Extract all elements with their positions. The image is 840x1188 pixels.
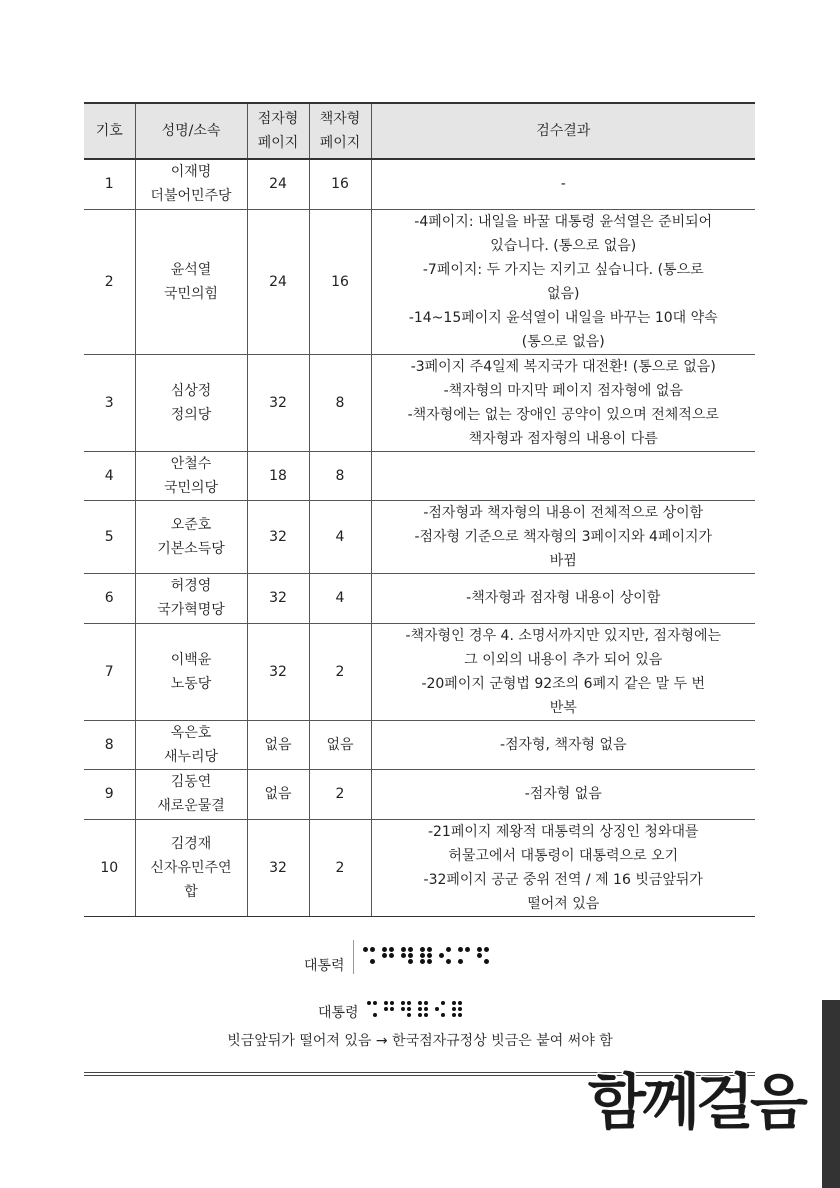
cell-book-pages: 8	[309, 354, 371, 451]
cell-braille-pages: 32	[247, 819, 309, 916]
cell-name-party	[135, 354, 247, 451]
cell-name-party	[135, 500, 247, 573]
party-name: 노동당	[170, 675, 212, 692]
watermark-bar	[822, 1000, 840, 1188]
header-result: 검수결과	[371, 103, 755, 159]
party-name: 신자유민주연	[150, 859, 232, 876]
result-line: -7페이지: 두 가지는 지키고 싶습니다. (통으로	[422, 261, 704, 278]
braille-dot	[389, 959, 394, 964]
braille-dot	[367, 1013, 371, 1017]
result-line: -점자형 기준으로 책자형의 3페이지와 4페이지가	[414, 528, 713, 545]
braille-dot	[401, 1013, 405, 1017]
cell-result	[371, 451, 755, 500]
braille-example-2	[318, 990, 469, 1021]
cell-result	[371, 500, 755, 573]
result-line: -책자형의 마지막 페이지 점자형에 없음	[443, 382, 683, 399]
braille-dot	[458, 959, 463, 964]
braille-dot	[458, 1001, 462, 1005]
braille-dot	[452, 1013, 456, 1017]
candidate-name: 심상정	[170, 382, 212, 399]
braille-dot	[407, 1007, 411, 1011]
result-line: 바뀜	[549, 552, 577, 569]
braille-dot	[458, 1013, 462, 1017]
braille-dot	[389, 947, 394, 952]
table-row	[84, 354, 755, 451]
cell-no: 7	[84, 623, 135, 720]
party-name: 국가혁명당	[157, 602, 225, 618]
result-line: 반복	[549, 699, 577, 716]
header-no: 기호	[84, 103, 135, 159]
braille-dot	[401, 1007, 405, 1011]
candidate-name: 김경재	[170, 835, 212, 852]
braille-dot	[389, 953, 394, 958]
inspection-table	[84, 102, 755, 917]
cell-result	[371, 159, 755, 209]
table-row	[84, 500, 755, 573]
cell-no: 4	[84, 451, 135, 500]
cell-book-pages: 8	[309, 451, 371, 500]
cell-no: 1	[84, 159, 135, 209]
candidate-name: 김동연	[170, 774, 212, 790]
party-name: 정의당	[170, 406, 212, 423]
cell-no: 8	[84, 720, 135, 769]
braille-dot	[390, 1013, 394, 1017]
result-line: (통으로 없음)	[521, 333, 605, 350]
braille-dot	[382, 953, 387, 958]
braille-dot	[382, 959, 387, 964]
braille-cell	[401, 947, 413, 964]
cell-braille-pages: 32	[247, 500, 309, 573]
braille-cell	[420, 947, 432, 964]
cell-braille-pages: 없음	[247, 769, 309, 819]
cell-book-pages: 4	[309, 573, 371, 623]
table-row	[84, 159, 755, 209]
cell-book-pages: 2	[309, 623, 371, 720]
braille-dot	[458, 953, 463, 958]
braille-dot	[418, 1013, 422, 1017]
table-row	[84, 451, 755, 500]
header-braille-pages: 점자형 페이지	[247, 103, 309, 159]
cell-result	[371, 769, 755, 819]
cell-no: 5	[84, 500, 135, 573]
braille-dot	[477, 947, 482, 952]
braille-cells-2	[367, 990, 469, 1021]
result-line: -32페이지 공군 중위 전역 / 제 16 빗금앞뒤가	[423, 871, 703, 888]
cell-name-party	[135, 573, 247, 623]
braille-dot	[484, 953, 489, 958]
cell-braille-pages: 32	[247, 623, 309, 720]
braille-dot	[446, 953, 451, 958]
braille-dot	[458, 1007, 462, 1011]
braille-dot	[401, 953, 406, 958]
party-name: 더불어민주당	[150, 188, 232, 205]
braille-cell	[363, 947, 375, 964]
braille-dot	[435, 1013, 439, 1017]
braille-dot	[418, 1001, 422, 1005]
result-line: 떨어져 있음	[527, 895, 600, 912]
cell-result	[371, 720, 755, 769]
braille-label-2: 대통령	[318, 1005, 359, 1021]
cell-name-party	[135, 209, 247, 354]
braille-dot	[384, 1013, 388, 1017]
braille-dot	[427, 953, 432, 958]
braille-dot	[424, 1007, 428, 1011]
result-line: -	[560, 176, 566, 193]
cell-name-party	[135, 451, 247, 500]
braille-dot	[477, 959, 482, 964]
braille-dot	[363, 959, 368, 964]
braille-cell	[367, 1001, 377, 1017]
braille-dot	[465, 953, 470, 958]
cell-result	[371, 819, 755, 916]
braille-dot	[363, 953, 368, 958]
result-line: -14~15페이지 윤석열이 내일을 바꾸는 10대 약속	[408, 309, 718, 326]
braille-dot	[424, 1013, 428, 1017]
candidate-name: 윤석열	[170, 261, 212, 278]
cell-braille-pages: 18	[247, 451, 309, 500]
braille-dot	[446, 959, 451, 964]
braille-cell	[452, 1001, 462, 1017]
result-line: -점자형 없음	[524, 786, 602, 802]
cell-braille-pages: 24	[247, 209, 309, 354]
braille-example-1	[304, 934, 496, 974]
result-line: 허물고에서 대통령이 대통력으로 오기	[448, 847, 679, 864]
table-row	[84, 209, 755, 354]
cell-result	[371, 623, 755, 720]
braille-dot	[441, 1001, 445, 1005]
cell-name-party	[135, 819, 247, 916]
cell-braille-pages: 24	[247, 159, 309, 209]
braille-dot	[420, 959, 425, 964]
table-row	[84, 623, 755, 720]
table-row	[84, 573, 755, 623]
party-name: 국민의힘	[163, 285, 219, 302]
table-row	[84, 819, 755, 916]
result-line: 책자형과 점자형의 내용이 다름	[468, 430, 658, 447]
braille-dot	[401, 959, 406, 964]
party-name: 새로운물결	[157, 798, 225, 814]
cell-no: 9	[84, 769, 135, 819]
braille-dot	[390, 1001, 394, 1005]
braille-dot	[373, 1001, 377, 1005]
cell-book-pages: 16	[309, 209, 371, 354]
cell-book-pages: 2	[309, 819, 371, 916]
result-line: -3페이지 주4일제 복지국가 대전환! (통으로 없음)	[410, 358, 716, 375]
cell-book-pages: 없음	[309, 720, 371, 769]
braille-dot	[384, 1001, 388, 1005]
header-name: 성명/소속	[135, 103, 247, 159]
braille-dot	[408, 953, 413, 958]
cell-name-party	[135, 159, 247, 209]
table-header-row	[84, 103, 755, 159]
cell-book-pages: 2	[309, 769, 371, 819]
braille-dot	[441, 1013, 445, 1017]
braille-dot	[408, 947, 413, 952]
header-book-pages: 책자형 페이지	[309, 103, 371, 159]
cell-no: 2	[84, 209, 135, 354]
cell-name-party	[135, 769, 247, 819]
braille-note: 빗금앞뒤가 떨어져 있음 → 한국점자규정상 빗금은 붙여 써야 함	[227, 1033, 613, 1049]
result-line: -점자형과 책자형의 내용이 전체적으로 상이함	[423, 504, 704, 521]
result-line: -점자형, 책자형 없음	[499, 736, 627, 753]
result-line: -4페이지: 내일을 바꿀 대통령 윤석열은 준비되어	[414, 213, 713, 230]
braille-dot	[452, 1001, 456, 1005]
braille-dot	[408, 959, 413, 964]
braille-dot	[367, 1007, 371, 1011]
braille-dot	[373, 1007, 377, 1011]
braille-dot	[390, 1007, 394, 1011]
braille-dot	[446, 947, 451, 952]
party-name: 기본소득당	[157, 540, 225, 557]
braille-dot	[427, 959, 432, 964]
braille-dot	[484, 959, 489, 964]
cell-book-pages: 16	[309, 159, 371, 209]
party-name: 새누리당	[163, 748, 219, 765]
braille-dot	[382, 947, 387, 952]
cell-result	[371, 209, 755, 354]
table-row	[84, 720, 755, 769]
cell-braille-pages: 없음	[247, 720, 309, 769]
result-line: 없음)	[546, 285, 580, 302]
braille-dot	[427, 947, 432, 952]
braille-dot	[435, 1007, 439, 1011]
braille-dot	[435, 1001, 439, 1005]
braille-dot	[363, 947, 368, 952]
braille-cell	[401, 1001, 411, 1017]
result-line: -책자형인 경우 4. 소명서까지만 있지만, 점자형에는	[405, 627, 722, 644]
cell-braille-pages: 32	[247, 573, 309, 623]
cell-no: 6	[84, 573, 135, 623]
cell-result	[371, 354, 755, 451]
braille-dot	[401, 947, 406, 952]
candidate-name: 이재명	[170, 164, 212, 181]
braille-cell	[435, 1001, 445, 1017]
cell-no: 3	[84, 354, 135, 451]
result-line: 있습니다. (통으로 없음)	[490, 237, 637, 254]
cell-book-pages: 4	[309, 500, 371, 573]
braille-dot	[420, 947, 425, 952]
candidate-name: 이백윤	[170, 651, 212, 668]
braille-dot	[407, 1013, 411, 1017]
candidate-name: 허경영	[170, 578, 212, 594]
party-name: 국민의당	[163, 479, 219, 496]
braille-dot	[465, 947, 470, 952]
candidate-name: 오준호	[170, 516, 212, 533]
braille-dot	[367, 1001, 371, 1005]
braille-dot	[439, 959, 444, 964]
braille-box-edge	[353, 940, 355, 974]
braille-cell	[418, 1001, 428, 1017]
braille-dot	[418, 1007, 422, 1011]
braille-dot	[458, 947, 463, 952]
braille-dot	[424, 1001, 428, 1005]
braille-dot	[452, 1007, 456, 1011]
braille-dot	[384, 1007, 388, 1011]
braille-dot	[370, 947, 375, 952]
braille-dot	[465, 959, 470, 964]
braille-cell	[477, 947, 489, 964]
braille-dot	[407, 1001, 411, 1005]
watermark-logo: 함께걸음	[588, 1068, 804, 1138]
party-name-cont: 합	[184, 883, 198, 900]
result-line: -책자형과 점자형 내용이 상이함	[466, 590, 661, 606]
braille-cell	[458, 947, 470, 964]
braille-cell	[384, 1001, 394, 1017]
cell-result	[371, 573, 755, 623]
result-line: -20페이지 군형법 92조의 6폐지 같은 말 두 번	[421, 675, 706, 692]
result-line: 그 이외의 내용이 추가 되어 있음	[464, 651, 663, 668]
cell-name-party	[135, 623, 247, 720]
cell-braille-pages: 32	[247, 354, 309, 451]
cell-name-party	[135, 720, 247, 769]
braille-cell	[382, 947, 394, 964]
braille-dot	[370, 959, 375, 964]
braille-dot	[439, 947, 444, 952]
braille-dot	[373, 1013, 377, 1017]
candidate-name: 옥은호	[170, 724, 212, 741]
braille-label-1: 대통력	[304, 958, 345, 974]
result-line: -21페이지 제왕적 대통력의 상징인 청와대를	[427, 823, 699, 840]
table-row	[84, 769, 755, 819]
braille-dot	[370, 953, 375, 958]
braille-dot	[477, 953, 482, 958]
braille-cells-1	[363, 937, 496, 974]
braille-cell	[439, 947, 451, 964]
braille-dot	[420, 953, 425, 958]
braille-dot	[439, 953, 444, 958]
braille-dot	[484, 947, 489, 952]
braille-dot	[401, 1001, 405, 1005]
result-line: -책자형에는 없는 장애인 공약이 있으며 전체적으로	[407, 406, 719, 423]
cell-no: 10	[84, 819, 135, 916]
candidate-name: 안철수	[170, 455, 212, 472]
braille-dot	[441, 1007, 445, 1011]
